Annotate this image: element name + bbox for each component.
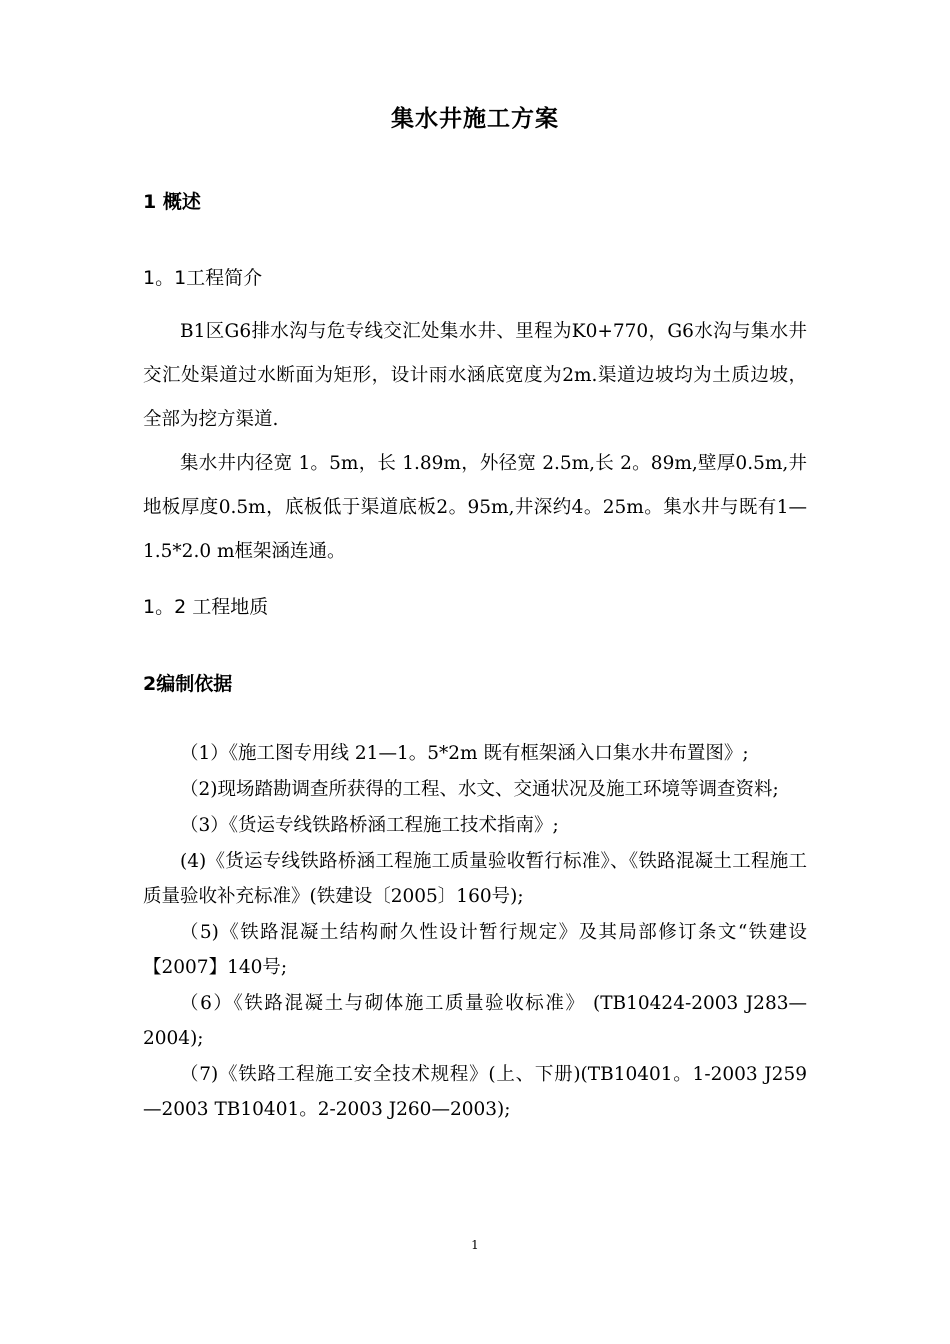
reference-item: （7)《铁路工程施工安全技术规程》(上、下册)(TB10401。1-2003 J259—2003 TB10401。2-2003 J260—2003); <box>143 1064 807 1120</box>
reference-item: （1）《施工图专用线 21—1。5*2m 既有框架涵入口集水井布置图》; <box>180 743 749 764</box>
document-title: 集水井施工方案 <box>391 106 559 132</box>
reference-item: （5)《铁路混凝土结构耐久性设计暂行规定》及其局部修订条文“铁建设【2007】140号; <box>143 922 807 978</box>
overview-paragraph: 集水井内径宽 1。5m，长 1.89m，外径宽 2.5m,长 2。89m,壁厚0.5m,井地板厚度0.5m，底板低于渠道底板2。95m,井深约4。25m。集水井与既有1—1.5*2.0 m框架涵连通。 <box>143 453 807 562</box>
reference-item: （2)现场踏勘调查所获得的工程、水文、交通状况及施工环境等调查资料; <box>180 779 779 800</box>
project-overview-text <box>143 310 807 574</box>
section-1-1-heading: 1。1工程简介 <box>143 267 263 289</box>
page-number: 1 <box>471 1238 479 1252</box>
reference-item: （3）《货运专线铁路桥涵工程施工技术指南》; <box>180 815 559 836</box>
section-1-2-heading: 1。2 工程地质 <box>143 596 269 618</box>
reference-item: (4)《货运专线铁路桥涵工程施工质量验收暂行标准》、《铁路混凝土工程施工质量验收补充标准》(铁建设〔2005〕160号); <box>143 851 807 907</box>
reference-list <box>143 736 807 1128</box>
section-1-heading: 1 概述 <box>143 191 201 213</box>
overview-paragraph: B1区G6排水沟与危专线交汇处集水井、里程为K0+770，G6水沟与集水井交汇处渠道过水断面为矩形，设计雨水涵底宽度为2m.渠道边坡均为土质边坡，全部为挖方渠道. <box>143 321 807 430</box>
reference-item: （6）《铁路混凝土与砌体施工质量验收标准》 (TB10424-2003 J283—2004); <box>143 993 807 1049</box>
section-2-heading: 2编制依据 <box>143 673 233 695</box>
